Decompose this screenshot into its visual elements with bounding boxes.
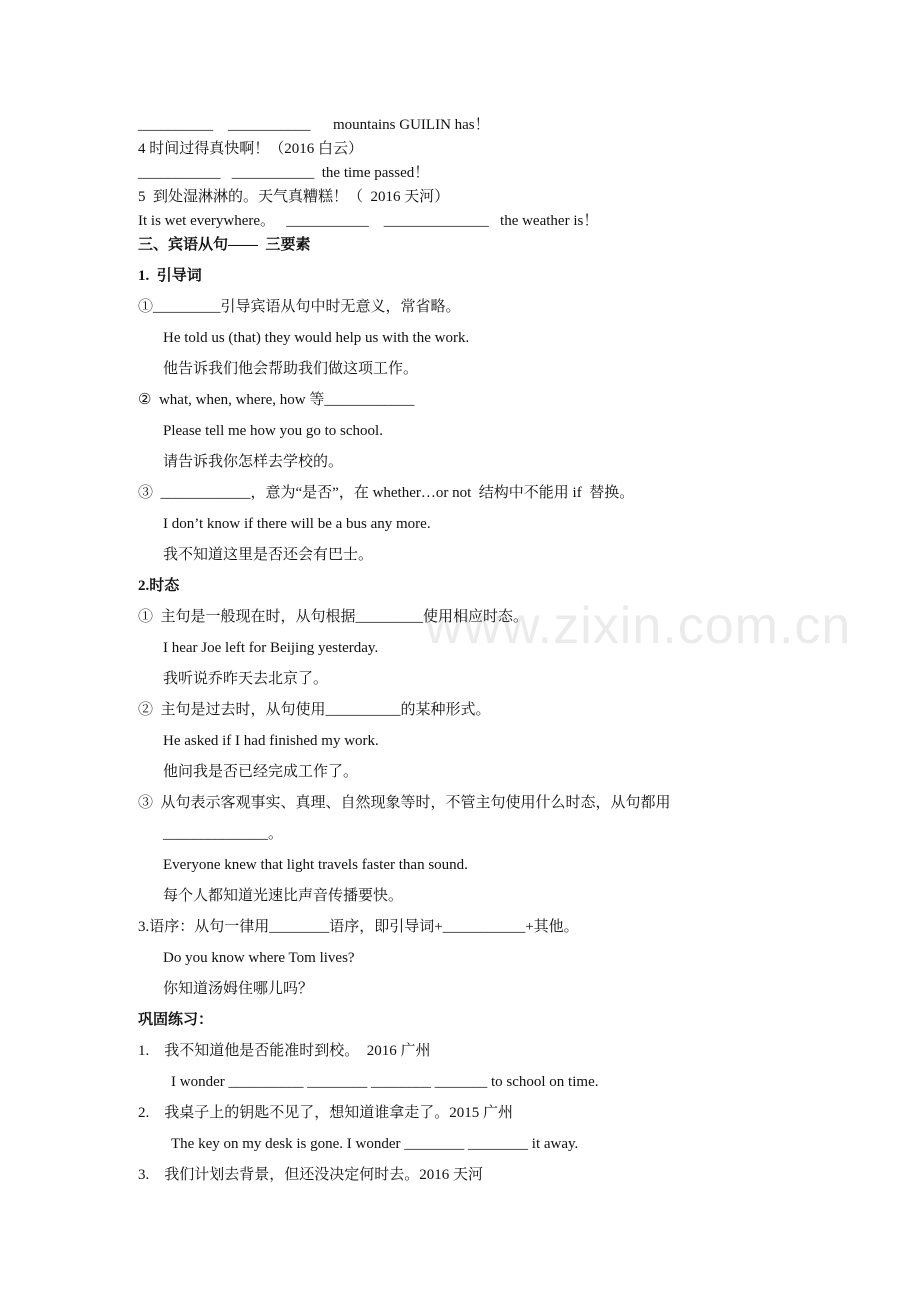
- text-line: Everyone knew that light travels faster than sound.: [163, 857, 468, 873]
- text-line: ___________ ___________ the time passed！: [138, 165, 430, 181]
- text-line: 2. 我桌子上的钥匙不见了，想知道谁拿走了。2015 广州: [138, 1105, 514, 1121]
- text-line: It is wet everywhere。 ___________ ______________ the weather is！: [138, 213, 599, 229]
- text-line: __________ ___________ mountains GUILIN has！: [138, 117, 490, 133]
- text-line: 每个人都知道光速比声音传播要快。: [163, 888, 404, 904]
- text-line: 请告诉我你怎样去学校的。: [163, 454, 344, 470]
- text-line: 你知道汤姆住哪儿吗？: [163, 981, 314, 997]
- text-line: 巩固练习：: [138, 1012, 214, 1028]
- text-line: Please tell me how you go to school.: [163, 423, 383, 439]
- text-line: ______________。: [163, 826, 284, 842]
- text-line: He told us (that) they would help us with the work.: [163, 330, 470, 346]
- text-line: Do you know where Tom lives?: [163, 950, 355, 966]
- text-line: He asked if I had finished my work.: [163, 733, 379, 749]
- text-line: I hear Joe left for Beijing yesterday.: [163, 640, 379, 656]
- text-line: ③ ____________，意为“是否”，在 whether…or not 结构中不能用 if 替换。: [138, 485, 635, 501]
- text-line: 1. 我不知道他是否能准时到校。 2016 广州: [138, 1043, 431, 1059]
- text-line: 3. 我们计划去背景，但还没决定何时去。2016 天河: [138, 1167, 484, 1183]
- text-line: 我听说乔昨天去北京了。: [163, 671, 329, 687]
- text-line: 3.语序：从句一律用________语序，即引导词+___________+其他。: [138, 919, 579, 935]
- text-line: The key on my desk is gone. I wonder ________ ________ it away.: [171, 1136, 579, 1152]
- text-line: 我不知道这里是否还会有巴士。: [163, 547, 374, 563]
- text-line: 5 到处湿淋淋的。天气真糟糕！（ 2016 天河）: [138, 189, 450, 205]
- text-line: I wonder __________ ________ ________ _______ to school on time.: [171, 1074, 599, 1090]
- text-line: ①_________引导宾语从句中时无意义，常省略。: [138, 299, 461, 315]
- text-line: 他问我是否已经完成工作了。: [163, 764, 359, 780]
- text-line: ② 主句是过去时，从句使用__________的某种形式。: [138, 702, 491, 718]
- text-line: ③ 从句表示客观事实、真理、自然现象等时，不管主句使用什么时态，从句都用: [138, 795, 671, 811]
- text-line: 2.时态: [138, 578, 180, 594]
- text-line: ① 主句是一般现在时，从句根据_________使用相应时态。: [138, 609, 529, 625]
- text-line: 4 时间过得真快啊！（2016 白云）: [138, 141, 364, 157]
- text-line: 三、宾语从句—— 三要素: [138, 237, 311, 253]
- text-line: 他告诉我们他会帮助我们做这项工作。: [163, 361, 419, 377]
- watermark: www.zixin.com.cn: [425, 597, 852, 655]
- text-line: I don’t know if there will be a bus any more.: [163, 516, 431, 532]
- text-line: 1. 引导词: [138, 268, 202, 284]
- text-line: ② what, when, where, how 等____________: [138, 392, 415, 408]
